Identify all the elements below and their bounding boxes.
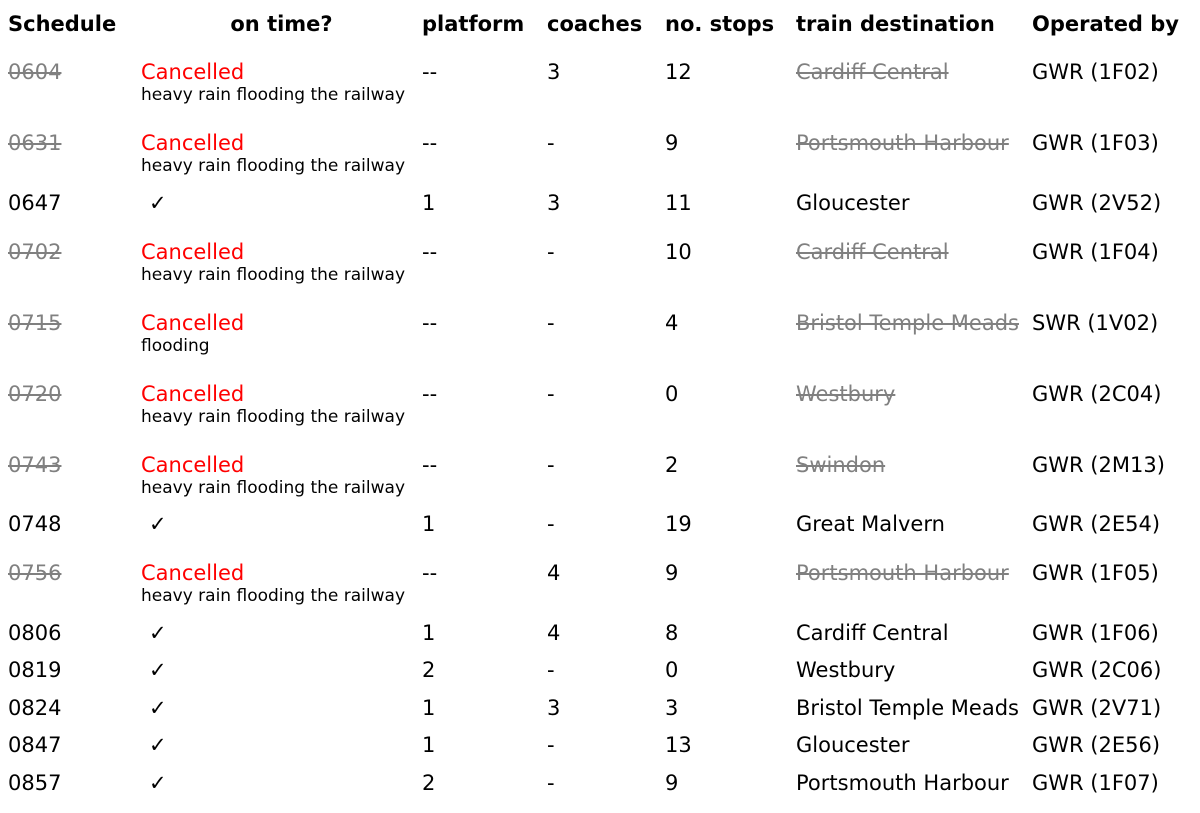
cancellation-reason: heavy rain flooding the railway <box>141 156 406 176</box>
schedule-time: 0715 <box>8 310 62 335</box>
operator-value: GWR (2C06) <box>1032 658 1162 683</box>
stops-value: 8 <box>665 620 679 645</box>
departures-body <box>8 42 1192 802</box>
coaches-value: - <box>547 512 555 537</box>
platform-value: -- <box>422 131 438 155</box>
destination-value: Gloucester <box>796 733 910 758</box>
cancellation-reason-row <box>8 265 1192 293</box>
status-cancelled: Cancelled <box>141 381 245 406</box>
schedule-time: 0702 <box>8 239 62 264</box>
schedule-time: 0824 <box>8 695 62 720</box>
cancellation-reason-row <box>8 407 1192 435</box>
table-row <box>8 293 1192 336</box>
table-row <box>8 364 1192 407</box>
reason-spacer <box>8 478 141 506</box>
operator-value: GWR (1F07) <box>1032 770 1159 795</box>
schedule-time: 0847 <box>8 733 62 758</box>
destination-value: Bristol Temple Meads <box>796 695 1019 720</box>
header-coaches: coaches <box>547 11 643 36</box>
departures-table <box>8 5 1192 802</box>
stops-value: 11 <box>665 190 692 215</box>
schedule-time: 0631 <box>8 131 62 155</box>
stops-value: 4 <box>665 310 679 335</box>
platform-value: 2 <box>422 658 436 683</box>
header-on-time: on time? <box>230 11 333 36</box>
reason-spacer <box>8 85 141 113</box>
schedule-time: 0720 <box>8 381 62 406</box>
cancellation-reason: heavy rain flooding the railway <box>141 586 406 606</box>
destination-value: Great Malvern <box>796 512 945 537</box>
coaches-value: - <box>547 770 555 795</box>
cancellation-reason: flooding <box>141 335 210 356</box>
coaches-value: - <box>547 381 555 406</box>
platform-value: -- <box>422 452 438 477</box>
destination-value: Gloucester <box>796 190 910 215</box>
table-row <box>8 727 1192 765</box>
platform-value: 1 <box>422 733 436 758</box>
coaches-value: - <box>547 239 555 264</box>
stops-value: 0 <box>665 381 679 406</box>
cancellation-reason-row <box>8 85 1192 113</box>
header-schedule: Schedule <box>8 11 117 36</box>
status-cancelled: Cancelled <box>141 60 245 84</box>
platform-value: 1 <box>422 620 436 645</box>
coaches-value: - <box>547 310 555 335</box>
destination-value: Cardiff Central <box>796 60 949 84</box>
schedule-time: 0819 <box>8 658 62 683</box>
platform-value: 1 <box>422 512 436 537</box>
status-cancelled: Cancelled <box>141 239 245 264</box>
table-row <box>8 614 1192 652</box>
table-row <box>8 764 1192 802</box>
destination-value: Westbury <box>796 381 896 406</box>
header-stops: no. stops <box>665 11 775 36</box>
header-operator: Operated by <box>1032 11 1179 36</box>
table-row <box>8 435 1192 478</box>
cancellation-reason-row <box>8 336 1192 364</box>
stops-value: 0 <box>665 658 679 683</box>
coaches-value: 4 <box>547 561 561 585</box>
cancellation-reason: heavy rain flooding the railway <box>141 85 406 105</box>
cancellation-reason-row <box>8 478 1192 506</box>
operator-value: GWR (2V71) <box>1032 695 1162 720</box>
operator-value: GWR (2E56) <box>1032 733 1161 758</box>
platform-value: -- <box>422 381 438 406</box>
destination-value: Cardiff Central <box>796 620 949 645</box>
status-on-time-check-icon: ✓ <box>149 770 167 795</box>
coaches-value: 3 <box>547 60 561 84</box>
coaches-value: 3 <box>547 695 561 720</box>
header-platform: platform <box>422 11 525 36</box>
coaches-value: - <box>547 452 555 477</box>
platform-value: 1 <box>422 695 436 720</box>
table-row <box>8 506 1192 544</box>
destination-value: Westbury <box>796 658 896 683</box>
coaches-value: - <box>547 131 555 155</box>
coaches-value: 4 <box>547 620 561 645</box>
platform-value: -- <box>422 310 438 335</box>
platform-value: 1 <box>422 190 436 215</box>
operator-value: GWR (1F04) <box>1032 239 1159 264</box>
status-on-time-check-icon: ✓ <box>149 695 167 720</box>
schedule-time: 0748 <box>8 512 62 537</box>
cancellation-reason-row <box>8 156 1192 184</box>
platform-value: -- <box>422 239 438 264</box>
stops-value: 10 <box>665 239 692 264</box>
platform-value: -- <box>422 561 438 585</box>
destination-value: Bristol Temple Meads <box>796 310 1019 335</box>
header-row <box>8 5 1192 42</box>
operator-value: GWR (1F02) <box>1032 60 1159 84</box>
schedule-time: 0647 <box>8 190 62 215</box>
cancellation-reason: heavy rain flooding the railway <box>141 406 406 427</box>
destination-value: Portsmouth Harbour <box>796 561 1009 585</box>
reason-spacer <box>8 265 141 293</box>
stops-value: 12 <box>665 60 692 84</box>
stops-value: 13 <box>665 733 692 758</box>
stops-value: 9 <box>665 131 679 155</box>
cancellation-reason: heavy rain flooding the railway <box>141 477 406 498</box>
status-cancelled: Cancelled <box>141 131 245 155</box>
schedule-time: 0604 <box>8 60 62 84</box>
status-on-time-check-icon: ✓ <box>149 512 167 537</box>
cancellation-reason: heavy rain flooding the railway <box>141 264 406 285</box>
destination-value: Portsmouth Harbour <box>796 770 1009 795</box>
table-row <box>8 42 1192 85</box>
table-row <box>8 689 1192 727</box>
table-row <box>8 543 1192 586</box>
table-row <box>8 184 1192 222</box>
table-row <box>8 113 1192 156</box>
status-on-time-check-icon: ✓ <box>149 620 167 645</box>
schedule-time: 0806 <box>8 620 62 645</box>
table-row <box>8 222 1192 265</box>
operator-value: SWR (1V02) <box>1032 310 1159 335</box>
coaches-value: - <box>547 658 555 683</box>
cancellation-reason-row <box>8 586 1192 614</box>
reason-spacer <box>8 407 141 435</box>
reason-spacer <box>8 586 141 614</box>
status-on-time-check-icon: ✓ <box>149 658 167 683</box>
operator-value: GWR (2E54) <box>1032 512 1161 537</box>
status-cancelled: Cancelled <box>141 561 245 585</box>
table-row <box>8 652 1192 690</box>
operator-value: GWR (1F03) <box>1032 131 1159 155</box>
stops-value: 2 <box>665 452 679 477</box>
operator-value: GWR (1F05) <box>1032 561 1159 585</box>
status-cancelled: Cancelled <box>141 310 245 335</box>
reason-spacer <box>8 156 141 184</box>
operator-value: GWR (2V52) <box>1032 190 1162 215</box>
header-destination: train destination <box>796 11 995 36</box>
destination-value: Portsmouth Harbour <box>796 131 1009 155</box>
schedule-time: 0857 <box>8 770 62 795</box>
stops-value: 3 <box>665 695 679 720</box>
schedule-time: 0756 <box>8 561 62 585</box>
schedule-time: 0743 <box>8 452 62 477</box>
destination-value: Cardiff Central <box>796 239 949 264</box>
platform-value: 2 <box>422 770 436 795</box>
stops-value: 9 <box>665 561 679 585</box>
platform-value: -- <box>422 60 438 84</box>
status-on-time-check-icon: ✓ <box>149 733 167 758</box>
operator-value: GWR (2M13) <box>1032 452 1165 477</box>
destination-value: Swindon <box>796 452 886 477</box>
reason-spacer <box>8 336 141 364</box>
coaches-value: 3 <box>547 190 561 215</box>
status-on-time-check-icon: ✓ <box>149 190 167 215</box>
status-cancelled: Cancelled <box>141 452 245 477</box>
stops-value: 9 <box>665 770 679 795</box>
operator-value: GWR (2C04) <box>1032 381 1162 406</box>
coaches-value: - <box>547 733 555 758</box>
operator-value: GWR (1F06) <box>1032 620 1159 645</box>
stops-value: 19 <box>665 512 692 537</box>
